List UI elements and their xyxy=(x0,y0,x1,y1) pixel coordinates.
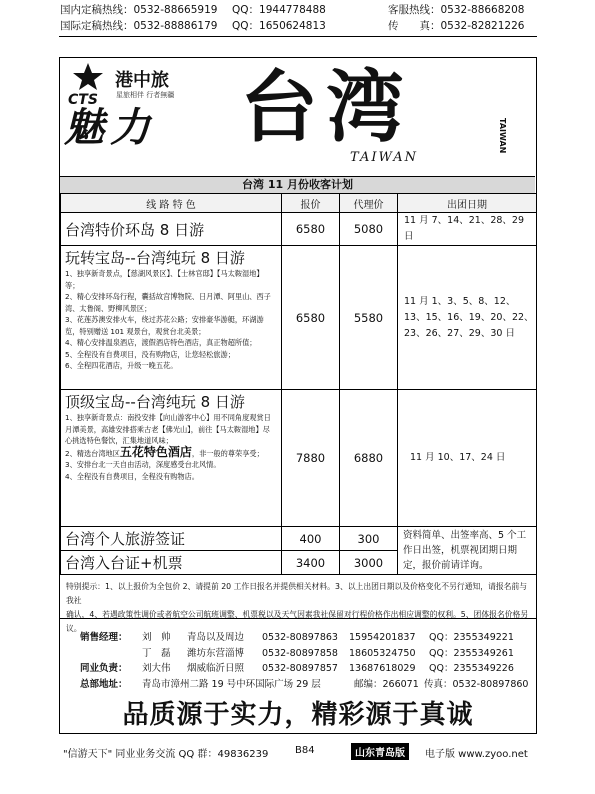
note-line: 特别提示：1、以上报价为全包价 2、请提前 20 工作日报名并提供相关材料。3、以上出团日期以及价格变化不另行通知，请报名前与我社 xyxy=(66,582,528,605)
brand-name: 港中旅 xyxy=(115,70,169,91)
footer xyxy=(59,743,537,759)
contact-role: 销售经理： xyxy=(80,632,128,643)
route-detail: 5、全程没有自费项目，没有购物店，让您轻松旅游； xyxy=(65,349,235,359)
title-taiwan: 台湾 xyxy=(240,62,413,153)
contact-qq: QQ：2355349261 xyxy=(429,647,514,659)
header-route: 线 路 特 色 xyxy=(61,194,282,213)
service-hotline: 客服热线：0532-88668208 xyxy=(388,4,525,16)
special-notes xyxy=(66,580,532,636)
route-name: 台湾特价环岛 8 日游 xyxy=(61,213,282,246)
international-hotline: 国际定稿热线：0532-88886179 xyxy=(60,20,218,32)
route-detail: 4、精心安排温泉酒店，渡假酒店特色酒店，真正物超所值； xyxy=(65,338,257,347)
route-price: 7880 xyxy=(282,390,340,527)
route-detail xyxy=(65,444,277,460)
route-dates: 11 月 7、14、21、28、29 日 xyxy=(398,213,537,246)
route-agent-price: 5580 xyxy=(340,246,398,390)
table-row xyxy=(61,527,537,551)
header-price: 报价 xyxy=(282,194,340,213)
route-dates: 11 月 1、3、5、8、12、13、15、16、19、20、22、23、26、27、29、30 日 xyxy=(398,246,537,390)
contact-mobile: 15954201837 xyxy=(349,632,416,643)
contact-mobile: 18605324750 xyxy=(349,647,416,659)
contact-mobile: 13687618029 xyxy=(349,663,416,674)
route-agent-price: 6880 xyxy=(340,390,398,527)
title-en-vertical: TAIWAN xyxy=(498,118,507,154)
route-detail: 1、独享新奇景点，【慈湖风景区】、【士林官邸】【马太鞍湿地】等； xyxy=(65,269,264,290)
brand-tagline: 星旅相伴 行者無疆 xyxy=(116,91,175,99)
plan-title: 台湾 11 月份收客计划 xyxy=(60,176,535,194)
slogan: 品质源于实力，精彩源于真诚 xyxy=(122,700,474,730)
notes-divider xyxy=(60,618,536,619)
main-frame xyxy=(59,57,537,734)
route-cell xyxy=(61,390,282,527)
route-detail-prefix: 2、精选台湾地区 xyxy=(65,448,120,458)
page-number: B84 xyxy=(295,745,315,756)
table-row xyxy=(61,213,537,246)
title-en-script: TAIWAN xyxy=(350,150,418,165)
contact-phone: 0532-80897858 xyxy=(262,647,338,659)
table-header-row xyxy=(61,194,537,213)
contact-row xyxy=(80,661,528,677)
fax-header: 传 真：0532-82821226 xyxy=(388,20,525,32)
route-price: 3400 xyxy=(282,551,340,575)
route-price: 6580 xyxy=(282,246,340,390)
contact-phone: 0532-80897863 xyxy=(262,632,338,643)
price-table xyxy=(60,193,537,575)
edition-site: 电子版 www.zyoo.net xyxy=(425,749,528,760)
route-agent-price: 5080 xyxy=(340,213,398,246)
route-detail: 6、全程四花酒店，升级一晚五花。 xyxy=(65,361,178,370)
address-row xyxy=(80,677,528,693)
contact-row xyxy=(80,630,528,646)
route-detail: 4、全程没有自费项目，全程没有购物店。 xyxy=(65,471,199,481)
route-name: 顶级宝岛--台湾纯玩 8 日游 xyxy=(65,393,245,411)
contact-phone: 0532-80897857 xyxy=(262,663,338,674)
route-agent-price: 300 xyxy=(340,527,398,551)
route-name: 台湾入台证+机票 xyxy=(61,551,282,575)
title-meili: 魅力 xyxy=(64,104,156,151)
contact-qq: QQ：2355349226 xyxy=(429,663,514,674)
address-text: 青岛市漳州二路 19 号中环国际广场 29 层 xyxy=(142,678,321,690)
contact-name: 刘大伟 xyxy=(142,663,171,674)
note-line: 确认，4、若遇政策性调价或者航空公司航班调整、机票税以及天气因素我社保留对行程价格作出相应调整的权利。5、团体报名价格另议。 xyxy=(66,610,529,633)
route-agent-price: 3000 xyxy=(340,551,398,575)
contact-name: 丁 磊 xyxy=(142,647,171,659)
cts-logo-text: CTS xyxy=(68,92,98,108)
header-agent-price: 代理价 xyxy=(340,194,398,213)
edition-badge: 山东青岛版 xyxy=(351,743,409,760)
header-dates: 出团日期 xyxy=(398,194,537,213)
visa-note: 资料简单、出签率高、5 个工作日出签，机票视团期日期定，报价前请详询。 xyxy=(398,527,537,575)
route-highlight: 五花特色酒店 xyxy=(119,444,192,459)
route-name: 玩转宝岛--台湾纯玩 8 日游 xyxy=(65,249,245,267)
route-dates: 11 月 10、17、24 日 xyxy=(398,390,537,527)
route-detail: 3、花莲苏澳安排火车，绕过苏花公路；安排豪华游艇，环湖游览，特别赠送 101 观景台，观赏台北美景； xyxy=(65,315,264,336)
route-detail: 1、独享新奇景点：南投安排【向山游客中心】用不同角度观赏日月潭美景，高雄安排搭乘古老【佛光山】，前往【马太鞍湿地】尽心挑选特色餐饮，汇集地道风味； xyxy=(65,413,271,445)
domestic-hotline: 国内定稿热线：0532-88665919 xyxy=(60,4,218,16)
table-row xyxy=(61,390,537,527)
address-fax: 传真：0532-80897860 xyxy=(424,678,529,690)
contact-area: 青岛以及周边 xyxy=(187,632,245,643)
international-qq: QQ：1650624813 xyxy=(232,20,326,32)
contact-area: 烟威临沂日照 xyxy=(187,663,245,674)
route-name: 台湾个人旅游签证 xyxy=(61,527,282,551)
star-logo-icon xyxy=(68,62,108,92)
route-price: 400 xyxy=(282,527,340,551)
contact-role: 同业负责： xyxy=(80,663,128,674)
contact-name: 刘 帅 xyxy=(142,632,171,643)
footer-qq-group: "信游天下" 同业业务交流 QQ 群：49836239 xyxy=(63,749,269,760)
table-row xyxy=(61,246,537,390)
contact-qq: QQ：2355349221 xyxy=(429,632,514,643)
route-detail: 3、安排台北一天自由活动，深度感受台北风情。 xyxy=(65,460,221,469)
route-cell xyxy=(61,246,282,390)
banner xyxy=(60,58,535,176)
domestic-qq: QQ：1944778488 xyxy=(232,4,326,16)
route-detail-suffix: ，非一般的尊荣享受； xyxy=(191,448,264,458)
contacts xyxy=(80,630,528,692)
address-postcode: 邮编：266071 xyxy=(354,678,419,690)
contact-area: 潍坊东营淄博 xyxy=(187,647,245,659)
route-detail: 2、精心安排环岛行程，囊括故宫博物院、日月潭、阿里山、西子湾、太鲁阁、野柳风景区； xyxy=(65,292,271,313)
route-price: 6580 xyxy=(282,213,340,246)
contact-row xyxy=(80,646,528,662)
address-label: 总部地址： xyxy=(80,678,128,690)
header-divider xyxy=(59,36,537,37)
